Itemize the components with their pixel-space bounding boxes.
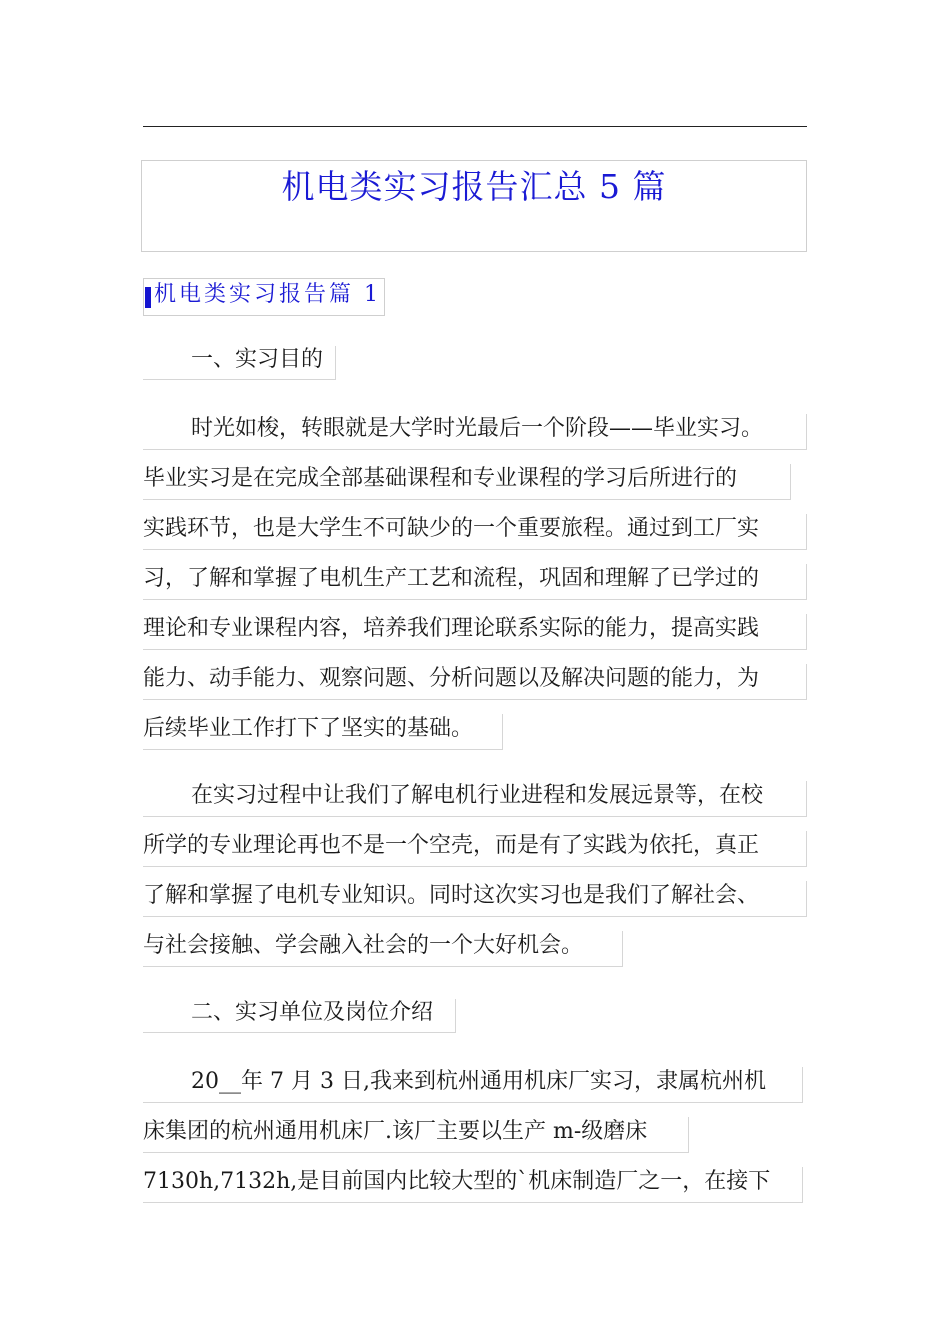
para2-line: 与社会接触、学会融入社会的一个大好机会。 [143, 931, 623, 967]
top-rule [143, 126, 807, 127]
para1-line: 能力、动手能力、观察问题、分析问题以及解决问题的能力，为 [143, 664, 807, 700]
para1-line: 后续毕业工作打下了坚实的基础。 [143, 714, 503, 750]
para1-line: 实践环节，也是大学生不可缺少的一个重要旅程。通过到工厂实 [143, 514, 807, 550]
page-title: 机电类实习报告汇总 5 篇 [281, 167, 667, 206]
para1-line: 理论和专业课程内容，培养我们理论联系实际的能力，提高实践 [143, 614, 807, 650]
para2-line: 所学的专业理论再也不是一个空壳，而是有了实践为依托，真正 [143, 831, 807, 867]
heading-purpose: 一、实习目的 [143, 346, 336, 380]
section-title: 机电类实习报告篇 1 [154, 282, 381, 307]
para1-line: 时光如梭，转眼就是大学时光最后一个阶段——毕业实习。 [143, 414, 807, 450]
para2-line: 在实习过程中让我们了解电机行业进程和发展远景等，在校 [143, 781, 807, 817]
para3-line: 20__年 7 月 3 日,我来到杭州通用机床厂实习，隶属杭州机 [143, 1067, 803, 1103]
section-heading-box [143, 278, 385, 316]
para1-line: 习，了解和掌握了电机生产工艺和流程，巩固和理解了已学过的 [143, 564, 807, 600]
para3-line: 7130h,7132h,是目前国内比较大型的`机床制造厂之一，在接下 [143, 1167, 803, 1203]
title-box [141, 160, 807, 252]
para1-line: 毕业实习是在完成全部基础课程和专业课程的学习后所进行的 [143, 464, 791, 500]
section-marker [145, 287, 151, 308]
heading-unit: 二、实习单位及岗位介绍 [143, 999, 456, 1033]
para2-line: 了解和掌握了电机专业知识。同时这次实习也是我们了解社会、 [143, 881, 807, 917]
para3-line: 床集团的杭州通用机床厂.该厂主要以生产 m-级磨床 [143, 1117, 689, 1153]
